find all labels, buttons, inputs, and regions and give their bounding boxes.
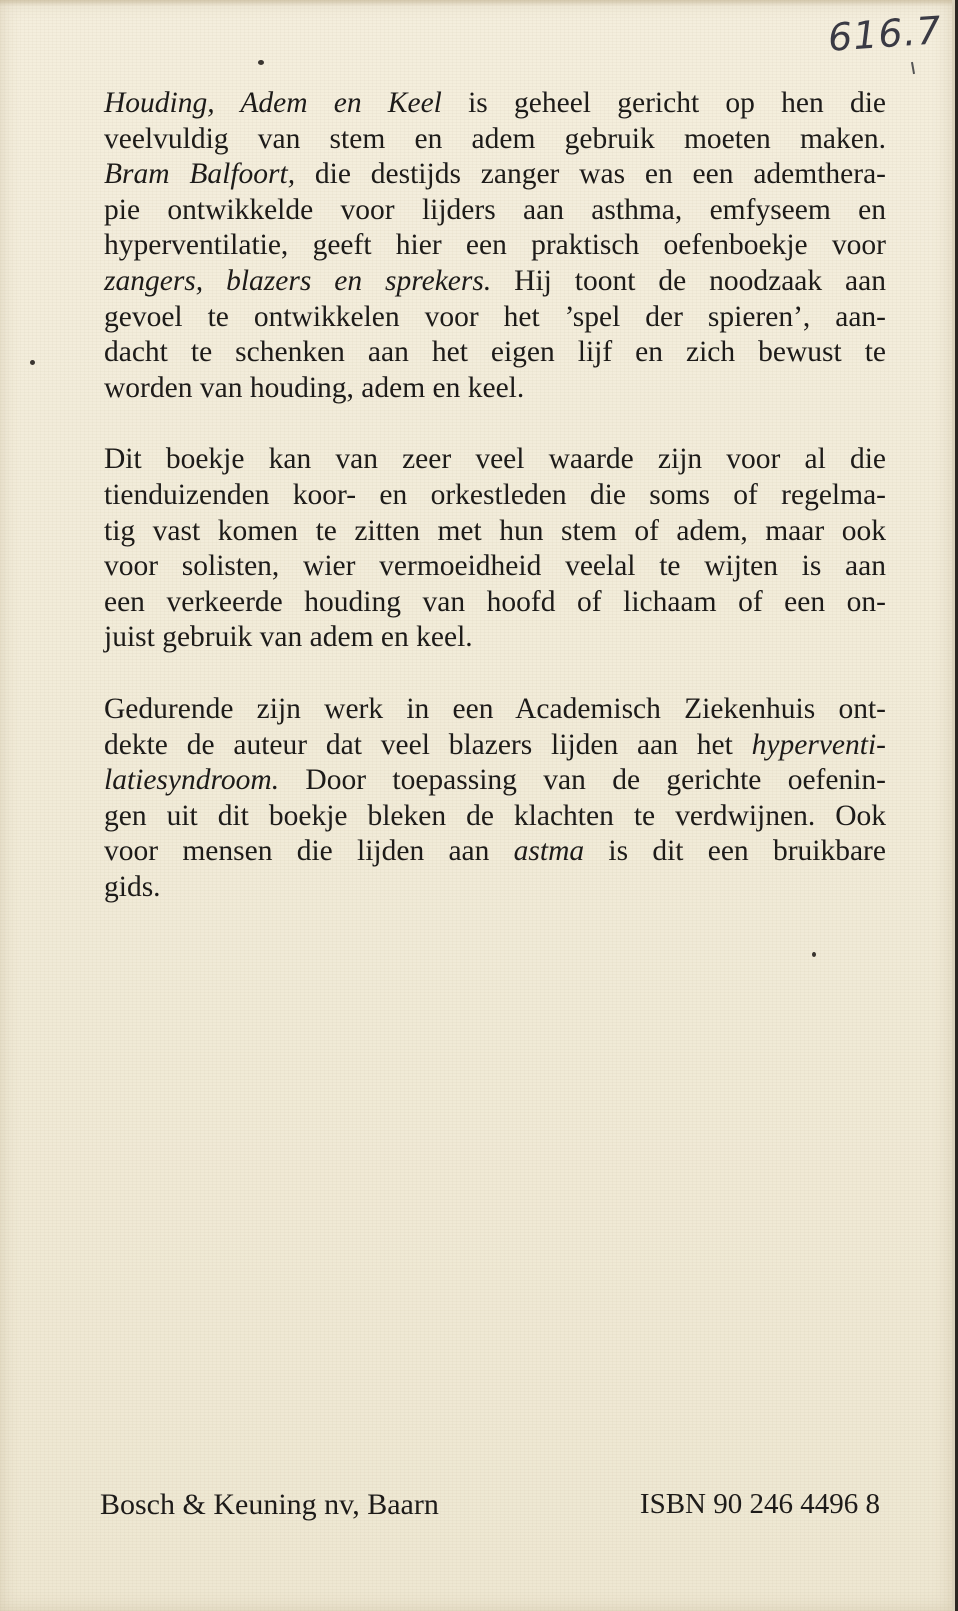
text-line (104, 620, 886, 656)
handwritten-shelf-number: 616.7 (826, 8, 944, 60)
text-run: voor solisten, wier vermoeidheid veelal te wijten is aan (104, 550, 886, 583)
text-line (104, 799, 886, 835)
text-line (104, 86, 886, 122)
blurb-paragraph (104, 692, 886, 906)
text-run: dacht te schenken aan het eigen lijf en zich bewust te (104, 336, 886, 369)
text-line (104, 692, 886, 728)
text-line (104, 371, 886, 407)
text-run: een verkeerde houding van hoofd of lichaam of een on- (104, 585, 886, 618)
text-line (104, 193, 886, 229)
text-run: Door toepassing van de gerichte oefenin- (279, 764, 886, 797)
text-line (104, 585, 886, 621)
print-speck (258, 60, 264, 65)
text-line (104, 763, 886, 799)
text-line (104, 728, 886, 764)
text-line (104, 834, 886, 870)
text-line (104, 870, 886, 906)
blurb-paragraph (104, 86, 886, 406)
text-run: gen uit dit boekje bleken de klachten te verdwijnen. Ook (104, 799, 886, 832)
text-line (104, 514, 886, 550)
blurb-paragraph (104, 442, 886, 656)
text-run: veelvuldig van stem en adem gebruik moeten maken. (104, 122, 886, 155)
text-run: Gedurende zijn werk in een Academisch Ziekenhuis ont- (104, 692, 886, 725)
text-line (104, 549, 886, 585)
text-run: is geheel gericht op hen die (441, 87, 886, 119)
italic-text-run: hyperventi- (751, 728, 886, 761)
text-run: Hij toont de noodzaak aan (491, 264, 886, 297)
italic-text-run: latiesyndroom. (104, 764, 280, 797)
italic-text-run: Houding, Adem en Keel (104, 87, 442, 119)
print-speck (30, 360, 35, 365)
italic-text-run: astma (513, 835, 585, 868)
text-run: die destijds zanger was en een ademthera- (295, 158, 886, 191)
blurb-text (104, 86, 886, 941)
print-speck (812, 952, 816, 957)
text-run: juist gebruik van adem en keel. (104, 621, 473, 654)
cover-top-edge (0, 0, 952, 6)
text-line (104, 157, 886, 193)
text-run: gevoel te ontwikkelen voor het ’spel der spieren’, aan- (104, 300, 886, 333)
text-run: pie ontwikkelde voor lijders aan asthma, emfyseem en (104, 193, 886, 226)
text-line (104, 264, 886, 300)
text-line (104, 335, 886, 371)
italic-text-run: zangers, blazers en sprekers. (104, 264, 492, 297)
isbn-number: ISBN 90 246 4496 8 (639, 1488, 880, 1520)
text-run: voor mensen die lijden aan (104, 835, 514, 868)
text-line (104, 228, 886, 264)
publisher-name: Bosch & Keuning nv, Baarn (100, 1488, 439, 1521)
text-line (104, 122, 886, 158)
text-run: worden van houding, adem en keel. (104, 371, 525, 404)
text-run: tienduizenden koor- en orkestleden die soms of regelma- (104, 478, 886, 511)
text-line (104, 478, 886, 514)
handwritten-mark (911, 62, 915, 74)
text-run: tig vast komen te zitten met hun stem of adem, maar ook (104, 514, 886, 547)
text-line (104, 300, 886, 336)
text-run: hyperventilatie, geeft hier een praktisch oefenboekje voor (104, 229, 886, 262)
text-run: is dit een bruikbare (584, 835, 886, 868)
text-line (104, 442, 886, 478)
text-run: gids. (104, 870, 161, 903)
text-run: dekte de auteur dat veel blazers lijden aan het (104, 728, 752, 761)
text-run: Dit boekje kan van zeer veel waarde zijn voor al die (104, 443, 886, 476)
italic-text-run: Bram Balfoort, (104, 158, 296, 191)
